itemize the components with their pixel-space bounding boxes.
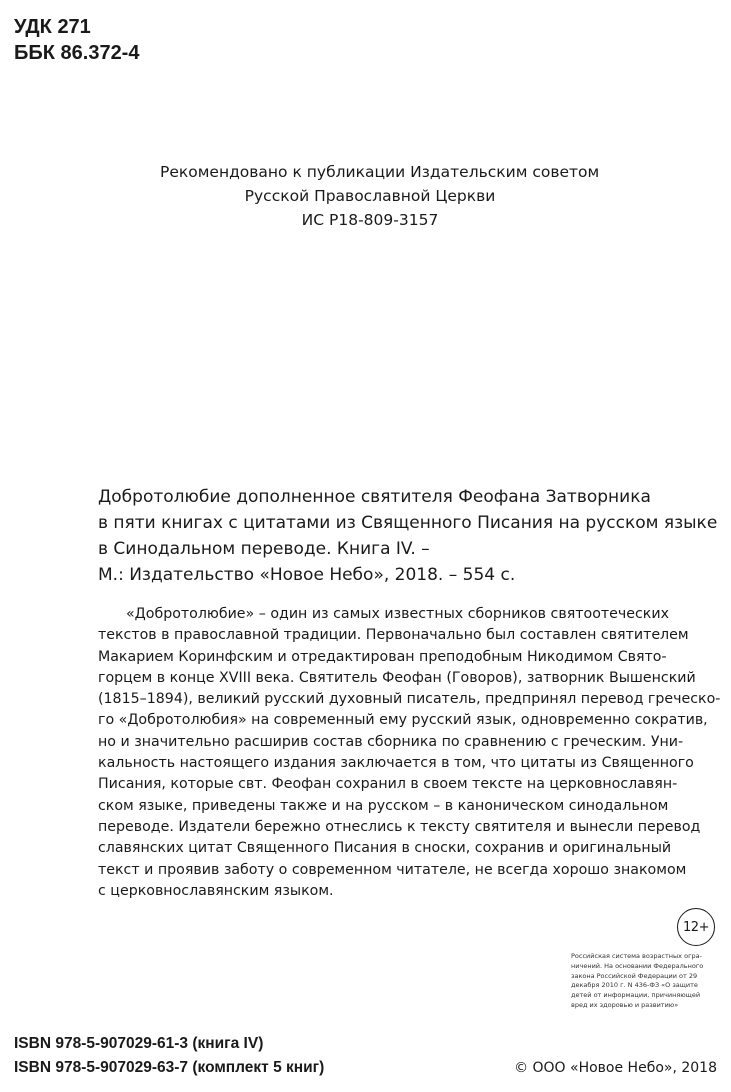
annotation-line: с церковнославянским языком.: [98, 882, 334, 899]
annotation-line: кальность настоящего издания заключается в том, что цитаты из Священного: [98, 755, 694, 772]
annotation-line: Писания, которые свт. Феофан сохранил в своем тексте на церковнославян-: [98, 776, 678, 793]
annotation-line: текст и проявив заботу о современном читателе, не всегда хорошо знакомом: [98, 861, 687, 878]
annotation-line: (1815–1894), великий русский духовный писатель, предпринял перевод греческо-: [98, 691, 721, 708]
copyright-notice: © ООО «Новое Небо», 2018: [514, 1060, 717, 1076]
annotation-line: Макарием Коринфским и отредактирован преподобным Никодимом Свято-: [98, 648, 667, 665]
age-note-line: ничений. На основании Федерального: [571, 961, 704, 970]
age-note-line: вред их здоровью и развитию»: [571, 1000, 679, 1009]
annotation-paragraph: [98, 604, 720, 902]
age-note-line: детей от информации, причиняющей: [571, 991, 701, 1000]
annotation-line: но и значительно расширив состав сборника по сравнению с греческим. Уни-: [98, 733, 684, 750]
age-note-line: Российская система возрастных огра-: [571, 952, 702, 960]
recommendation-line: Рекомендовано к публикации Издательским советом: [160, 163, 600, 181]
isbn-book: ISBN 978-5-907029-61-3 (книга IV): [14, 1035, 264, 1052]
biblio-line: в Синодальном переводе. Книга IV. –: [98, 539, 430, 559]
annotation-line: «Добротолюбие» – один из самых известных сборников святоотеческих: [126, 606, 669, 622]
isbn-block: [14, 1032, 324, 1080]
bbk-code: ББК 86.372-4: [14, 42, 140, 64]
age-note-line: закона Российской Федерации от 29: [571, 971, 698, 980]
annotation-line: переводе. Издатели бережно отнеслись к тексту святителя и вынесли перевод: [98, 818, 701, 835]
age-rating-badge: 12+: [677, 908, 715, 946]
recommendation-line: ИС Р18-809-3157: [301, 211, 439, 229]
annotation-line: горцем в конце XVIII века. Святитель Феофан (Говоров), затворник Вышенский: [98, 669, 696, 686]
age-rating-note: [571, 952, 717, 1011]
biblio-line: Добротолюбие дополненное святителя Феофана Затворника: [98, 487, 651, 507]
bibliographic-record: [98, 484, 718, 588]
isbn-set: ISBN 978-5-907029-63-7 (комплект 5 книг): [14, 1059, 325, 1076]
udk-code: УДК 271: [14, 16, 91, 38]
annotation-line: славянских цитат Священного Писания в сноски, сохранив и оригинальный: [98, 840, 672, 857]
biblio-line: в пяти книгах с цитатами из Священного Писания на русском языке: [98, 513, 718, 533]
annotation-line: го «Добротолюбия» на современный ему русский язык, одновременно сократив,: [98, 712, 708, 729]
biblio-line: М.: Издательство «Новое Небо», 2018. – 554 с.: [98, 565, 516, 585]
age-note-line: декабря 2010 г. N 436-ФЗ «О защите: [571, 981, 698, 990]
publication-recommendation: [160, 160, 600, 232]
classification-codes: [14, 14, 139, 66]
annotation-line: текстов в православной традиции. Первоначально был составлен святителем: [98, 627, 689, 644]
annotation-line: ском языке, приведены также и на русском – в каноническом синодальном: [98, 797, 669, 814]
recommendation-line: Русской Православной Церкви: [244, 187, 496, 205]
